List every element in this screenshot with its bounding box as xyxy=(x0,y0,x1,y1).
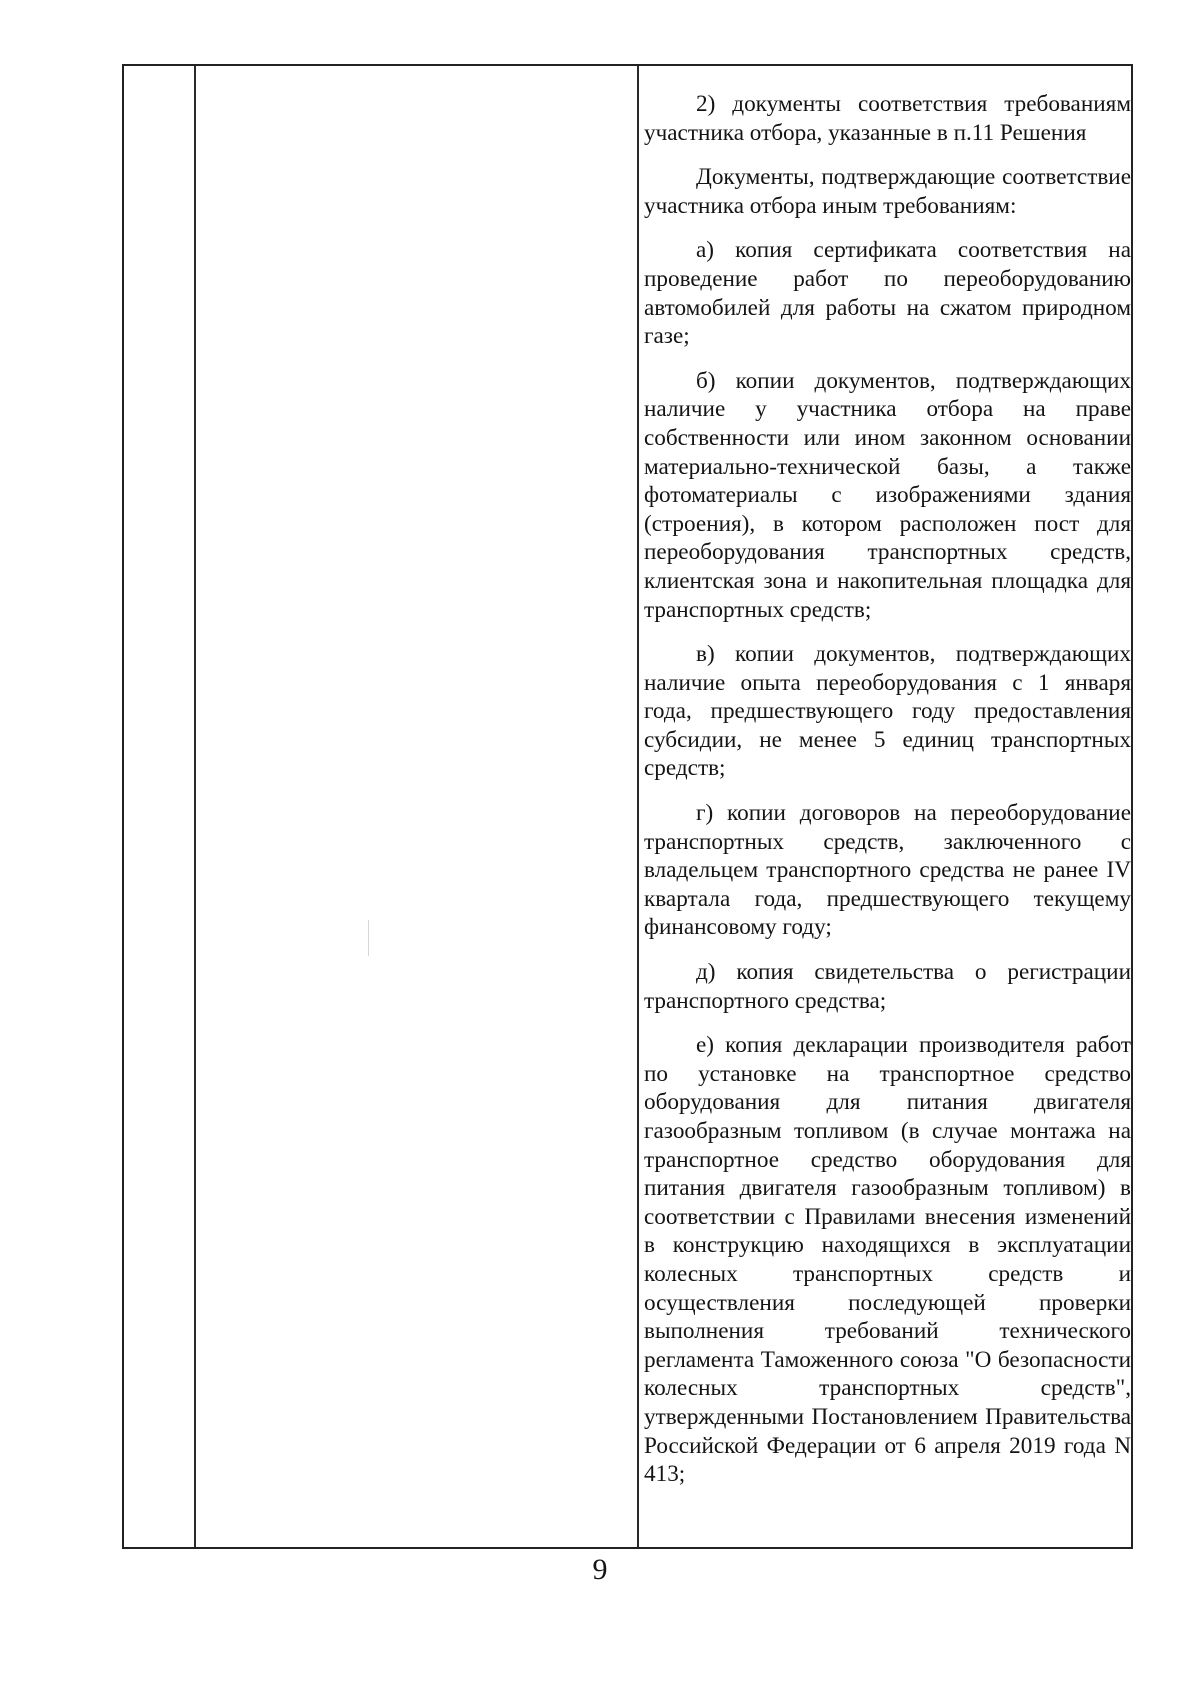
page-number: 9 xyxy=(592,1553,608,1586)
column-divider-1 xyxy=(194,66,196,1547)
paragraph-item-d: д) копия свидетельства о регистрации транспортного средства; xyxy=(644,959,1131,1014)
paragraph-documents-compliance: 2) документы соответствия требованиям участника отбора, указанные в п.11 Решения xyxy=(644,91,1131,146)
paragraph-item-g: г) копии договоров на переоборудование транспортных средств, заключенного с владельцем транспортного средства не ранее IV квартала года, предшествующего текущему финансовому году; xyxy=(644,800,1131,941)
scan-artifact xyxy=(368,920,369,956)
table-cell-text xyxy=(644,90,1131,1505)
requirements-table xyxy=(122,64,1133,1549)
column-divider-2 xyxy=(637,66,639,1547)
paragraph-documents-intro: Документы, подтверждающие соответствие участника отбора иным требованиям: xyxy=(644,164,1131,219)
paragraph-item-e: е) копия декларации производителя работ по установке на транспортное средство оборудования для питания двигателя газообразным топливом (в случае монтажа на транспортное средство оборудования для питания двигателя газообразным топливом) в соответствии с Правилами внесения изменений в конструкцию находящихся в эксплуатации колесных транспортных средств и осуществления последующей проверки выполнения требований технического регламента Таможенного союза "О безопасности колесных транспортных средств", утвержденными Постановлением Правительства Российской Федерации от 6 апреля 2019 года N 413; xyxy=(644,1032,1131,1488)
paragraph-item-v: в) копии документов, подтверждающих наличие опыта переоборудования с 1 января года, предшествующего году предоставления субсидии, не менее 5 единиц транспортных средств; xyxy=(644,641,1131,782)
paragraph-item-a: а) копия сертификата соответствия на проведение работ по переоборудованию автомобилей для работы на сжатом природном газе; xyxy=(644,237,1131,350)
paragraph-item-b: б) копии документов, подтверждающих наличие у участника отбора на праве собственности или ином законном основании материально-технической базы, а также фотоматериалы с изображениями здания (строения), в котором расположен пост для переоборудования транспортных средств, клиентская зона и накопительная площадка для транспортных средств; xyxy=(644,367,1131,623)
